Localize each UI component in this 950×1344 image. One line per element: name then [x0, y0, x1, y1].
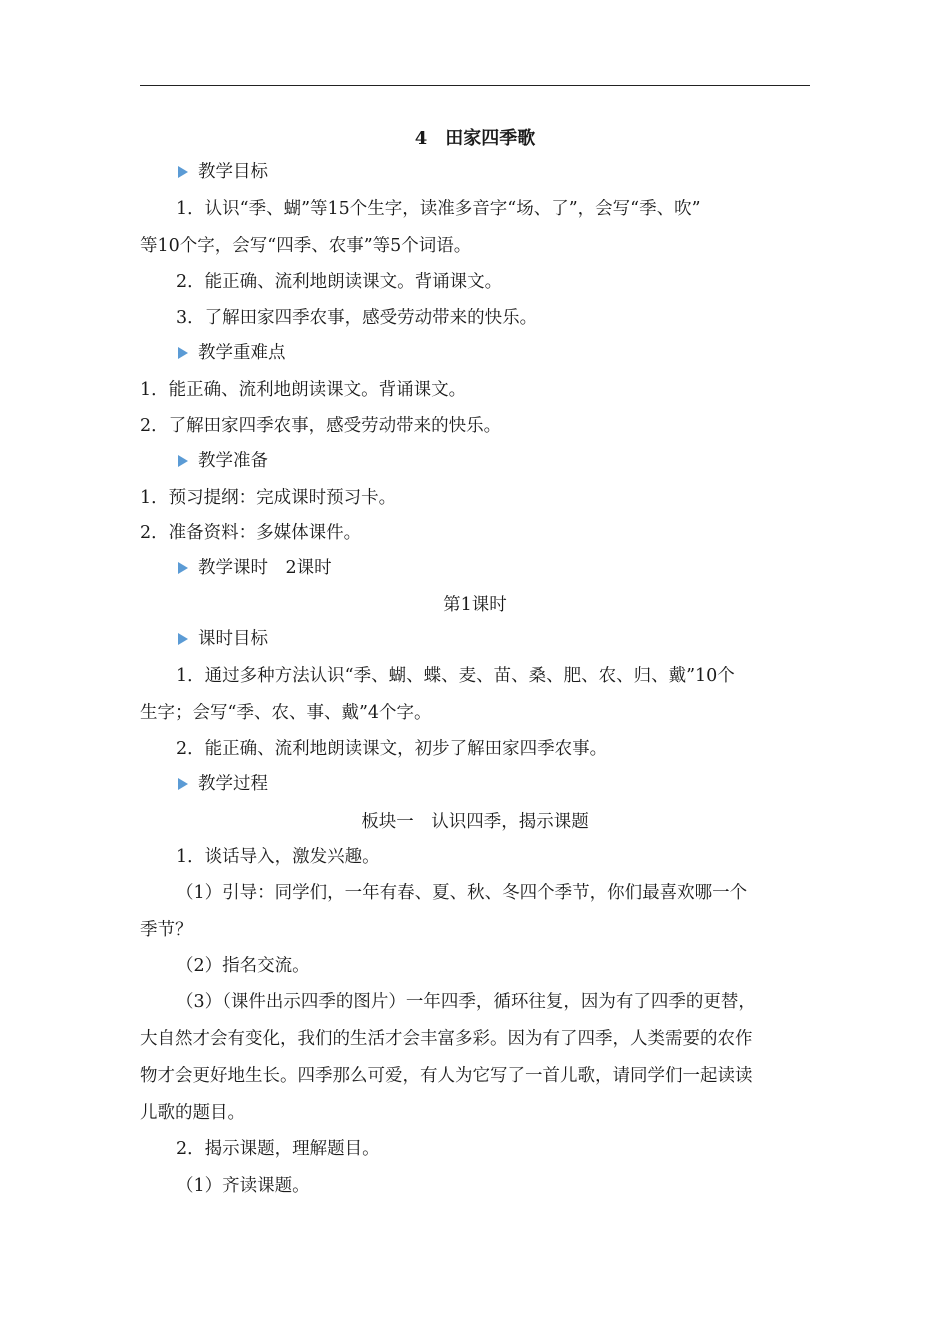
- triangle-bullet-icon: [178, 562, 188, 574]
- triangle-bullet-icon: [178, 455, 188, 467]
- goal-2: 2．能正确、流利地朗读课文。背诵课文。: [176, 272, 503, 292]
- triangle-bullet-icon: [178, 778, 188, 790]
- goal-3: 3．了解田家四季农事，感受劳动带来的快乐。: [176, 308, 538, 328]
- header-rule: [140, 85, 810, 86]
- step-1-2: （2）指名交流。: [176, 956, 310, 976]
- step-1-1: （1）引导：同学们，一年有春、夏、秋、冬四个季节，你们最喜欢哪一个: [176, 883, 748, 903]
- heading-process: 教学过程: [178, 772, 848, 796]
- goal-1: 1．认识“季、蝴”等15个生字，读准多音字“场、了”，会写“季、吹”: [176, 199, 701, 219]
- lesson-goal-1: 1．通过多种方法认识“季、蝴、蝶、麦、苗、桑、肥、农、归、戴”10个: [176, 666, 735, 686]
- lesson-1-title: 第1课时: [443, 595, 507, 615]
- heading-lesson-goals: 课时目标: [178, 627, 848, 651]
- triangle-bullet-icon: [178, 347, 188, 359]
- step-1-3-cont-a: 大自然才会有变化，我们的生活才会丰富多彩。因为有了四季，人类需要的农作: [140, 1029, 753, 1049]
- step-2: 2．揭示课题，理解题目。: [176, 1139, 380, 1159]
- heading-hours: 教学课时 2课时: [178, 556, 848, 580]
- lesson-goal-1-cont: 生字；会写“季、农、事、戴”4个字。: [140, 703, 432, 723]
- key-1: 1．能正确、流利地朗读课文。背诵课文。: [140, 380, 467, 400]
- step-2-1: （1）齐读课题。: [176, 1176, 310, 1196]
- step-1-3-cont-b: 物才会更好地生长。四季那么可爱，有人为它写了一首儿歌，请同学们一起读读: [140, 1066, 753, 1086]
- lesson-goal-2: 2．能正确、流利地朗读课文，初步了解田家四季农事。: [176, 739, 608, 759]
- goal-1-cont: 等10个字，会写“四季、农事”等5个词语。: [140, 236, 472, 256]
- triangle-bullet-icon: [178, 166, 188, 178]
- heading-goals: 教学目标: [178, 160, 848, 184]
- page-title: 4 田家四季歌: [414, 128, 536, 149]
- prep-1: 1．预习提纲：完成课时预习卡。: [140, 488, 397, 508]
- step-1-3: （3）（课件出示四季的图片）一年四季，循环往复，因为有了四季的更替，: [176, 992, 756, 1012]
- step-1: 1．谈话导入，激发兴趣。: [176, 847, 380, 867]
- step-1-1-cont: 季节？: [140, 920, 193, 940]
- block-1-title: 板块一 认识四季，揭示课题: [361, 812, 589, 832]
- key-2: 2．了解田家四季农事，感受劳动带来的快乐。: [140, 416, 502, 436]
- heading-preparation: 教学准备: [178, 449, 848, 473]
- heading-key-points: 教学重难点: [178, 341, 848, 365]
- triangle-bullet-icon: [178, 633, 188, 645]
- prep-2: 2．准备资料：多媒体课件。: [140, 523, 362, 543]
- step-1-3-cont-c: 儿歌的题目。: [140, 1103, 245, 1123]
